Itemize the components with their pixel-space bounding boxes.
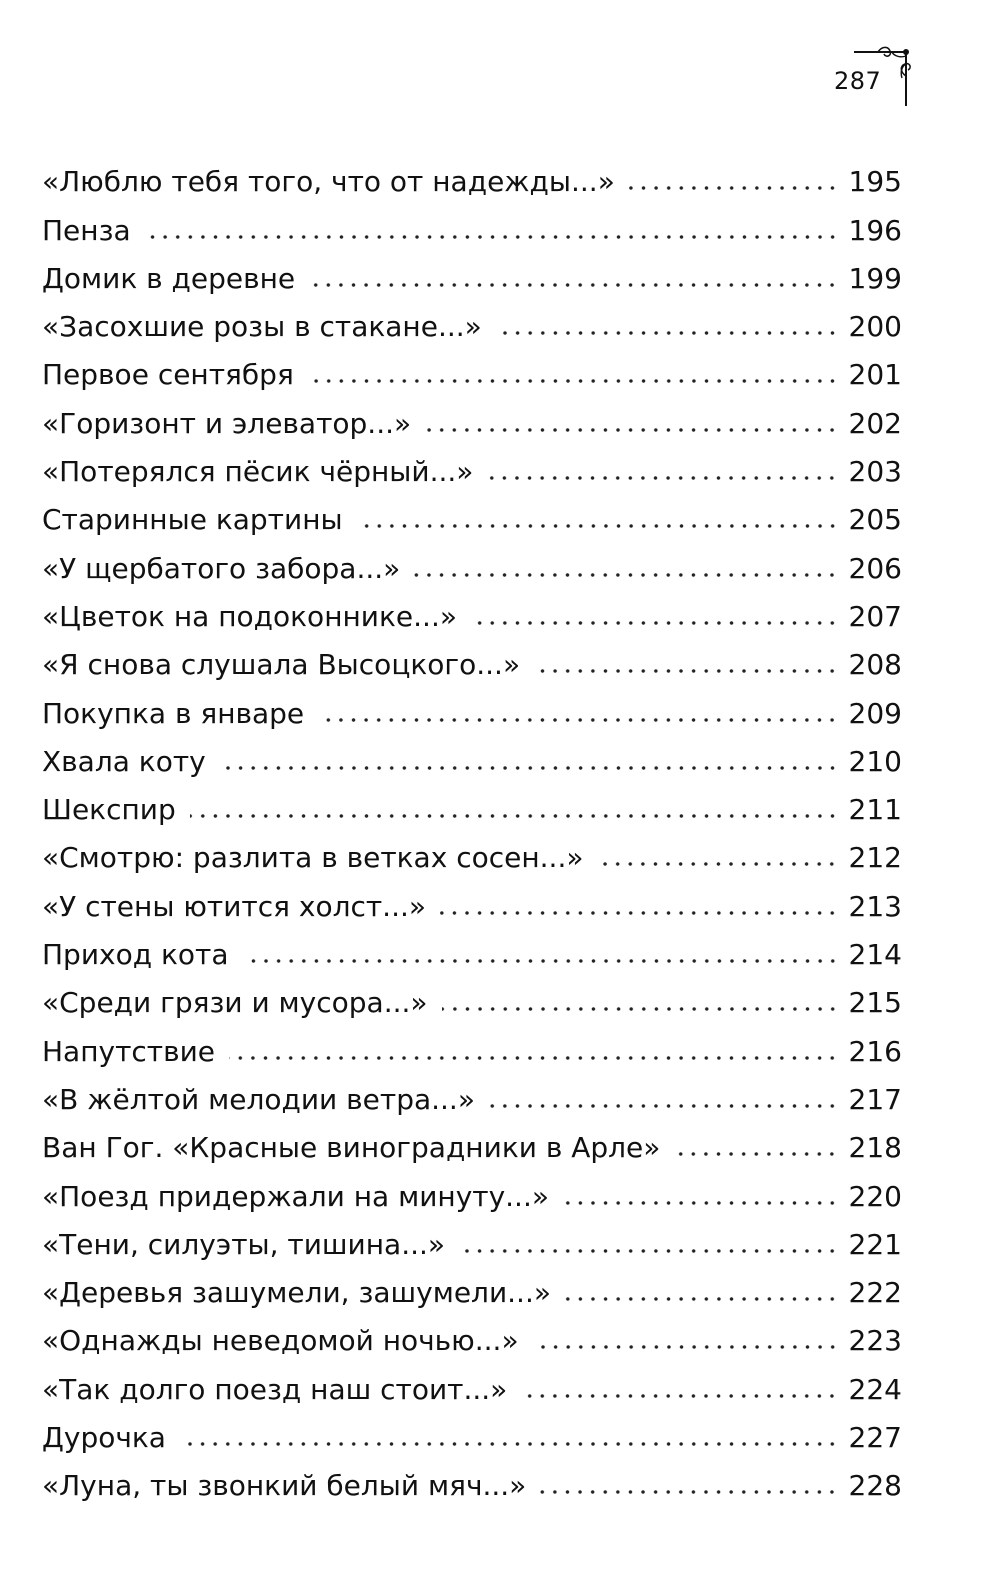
dot-leader — [220, 766, 839, 770]
toc-entry — [42, 1162, 902, 1213]
toc-entry — [42, 969, 902, 1020]
toc-entry-page: 217 — [848, 1082, 902, 1116]
toc-entry-page: 214 — [848, 938, 902, 972]
toc-entry — [42, 245, 902, 293]
dot-leader — [229, 1056, 839, 1060]
toc-entry-title: Старинные картины — [42, 503, 343, 537]
dot-leader — [563, 1201, 839, 1205]
toc-entry — [42, 1017, 902, 1068]
dot-leader — [565, 1297, 839, 1301]
toc-entry — [42, 824, 902, 875]
toc-entry — [42, 148, 902, 199]
toc-entry-title: «Однажды неведомой ночью...» — [42, 1324, 519, 1358]
toc-entry-page: 218 — [848, 1131, 902, 1165]
toc-entry-title: «Деревья зашумели, зашумели...» — [42, 1276, 551, 1310]
toc-entry-page: 222 — [848, 1276, 902, 1310]
toc-entry — [42, 293, 902, 344]
dot-leader — [318, 718, 838, 722]
toc-entry-title: «У щербатого забора...» — [42, 551, 401, 585]
toc-entry-page: 196 — [848, 213, 902, 247]
dot-leader — [243, 959, 839, 963]
toc-entry — [42, 1355, 902, 1406]
dot-leader — [357, 524, 839, 528]
dot-leader — [674, 1152, 838, 1156]
toc-entry-page: 205 — [848, 503, 902, 537]
toc-entry-title: Покупка в январе — [42, 696, 305, 730]
toc-entry-title: «Горизонт и элеватор...» — [42, 406, 412, 440]
toc-entry — [42, 1211, 902, 1259]
toc-entry-page: 200 — [848, 310, 902, 344]
toc-entry-page: 206 — [848, 551, 902, 585]
toc-entry-page: 207 — [848, 599, 902, 633]
toc-entry — [42, 534, 902, 585]
toc-entry-title: «Я снова слушала Высоцкого...» — [42, 648, 521, 682]
toc-entry-title: «Среди грязи и мусора...» — [42, 986, 428, 1020]
dot-leader — [442, 1007, 839, 1011]
toc-entry — [42, 1114, 902, 1165]
page-header — [820, 42, 920, 112]
toc-entry — [42, 776, 902, 827]
table-of-contents — [42, 148, 902, 1503]
dot-leader — [309, 283, 838, 287]
toc-entry-page: 195 — [848, 165, 902, 199]
toc-entry — [42, 389, 902, 440]
toc-entry-title: Ван Гог. «Красные виноградники в Арле» — [42, 1131, 661, 1165]
toc-entry — [42, 341, 902, 392]
toc-entry-page: 201 — [848, 358, 902, 392]
toc-entry-page: 221 — [848, 1227, 902, 1261]
toc-entry-page: 202 — [848, 406, 902, 440]
toc-entry-title: «Смотрю: разлита в ветках сосен...» — [42, 841, 584, 875]
toc-entry-title: «Цветок на подоконнике...» — [42, 599, 457, 633]
toc-entry-title: Домик в деревне — [42, 261, 296, 295]
toc-entry — [42, 1404, 902, 1455]
dot-leader — [487, 476, 838, 480]
dot-leader — [180, 1442, 839, 1446]
dot-leader — [414, 573, 838, 577]
dot-leader — [489, 1104, 839, 1108]
toc-entry-title: Шекспир — [42, 793, 176, 827]
toc-entry-title: «Тени, силуэты, тишина...» — [42, 1227, 446, 1261]
toc-entry — [42, 679, 902, 730]
toc-entry — [42, 1452, 902, 1503]
dot-leader — [597, 862, 838, 866]
toc-entry-page: 213 — [848, 889, 902, 923]
toc-entry-page: 209 — [848, 696, 902, 730]
dot-leader — [425, 428, 838, 432]
toc-entry-title: Хвала коту — [42, 744, 206, 778]
dot-leader — [534, 669, 838, 673]
toc-entry — [42, 921, 902, 972]
toc-entry — [42, 438, 902, 489]
toc-entry-page: 216 — [848, 1034, 902, 1068]
toc-entry-title: Первое сентября — [42, 358, 294, 392]
toc-entry-page: 212 — [848, 841, 902, 875]
toc-entry — [42, 1066, 902, 1114]
toc-entry-title: «Потерялся пёсик чёрный...» — [42, 455, 474, 489]
toc-entry-title: «Засохшие розы в стакане...» — [42, 310, 482, 344]
page-number: 287 — [834, 67, 882, 95]
dot-leader — [533, 1345, 839, 1349]
dot-leader — [496, 331, 839, 335]
toc-entry-page: 211 — [848, 793, 902, 827]
toc-entry-title: Напутствие — [42, 1034, 216, 1068]
toc-entry-page: 215 — [848, 986, 902, 1020]
toc-entry-title: «Люблю тебя того, что от надежды...» — [42, 165, 615, 199]
dot-leader — [190, 814, 839, 818]
toc-entry — [42, 196, 902, 247]
toc-entry-title: «Так долго поезд наш стоит...» — [42, 1372, 508, 1406]
toc-entry-title: «Луна, ты звонкий белый мяч...» — [42, 1469, 527, 1503]
toc-entry-page: 228 — [848, 1469, 902, 1503]
dot-leader — [308, 379, 839, 383]
toc-entry-title: «У стены ютится холст...» — [42, 889, 427, 923]
toc-entry-page: 223 — [848, 1324, 902, 1358]
toc-entry — [42, 1259, 902, 1310]
toc-entry-title: Пенза — [42, 213, 131, 247]
toc-entry-page: 224 — [848, 1372, 902, 1406]
toc-entry-page: 210 — [848, 744, 902, 778]
dot-leader — [471, 621, 839, 625]
toc-entry-page: 199 — [848, 261, 902, 295]
toc-entry-title: «Поезд придержали на минуту...» — [42, 1179, 549, 1213]
dot-leader — [521, 1394, 838, 1398]
toc-entry-title: «В жёлтой мелодии ветра...» — [42, 1082, 475, 1116]
toc-entry-page: 220 — [848, 1179, 902, 1213]
dot-leader — [459, 1249, 839, 1253]
toc-entry — [42, 486, 902, 537]
toc-entry-title: Дурочка — [42, 1421, 166, 1455]
dot-leader — [440, 911, 839, 915]
toc-entry — [42, 583, 902, 631]
toc-entry-page: 208 — [848, 648, 902, 682]
dot-leader — [145, 235, 839, 239]
toc-entry-title: Приход кота — [42, 938, 229, 972]
toc-entry-page: 227 — [848, 1421, 902, 1455]
dot-leader — [540, 1490, 838, 1494]
toc-entry — [42, 1307, 902, 1358]
toc-entry — [42, 872, 902, 923]
toc-entry-page: 203 — [848, 455, 902, 489]
dot-leader — [629, 186, 839, 190]
toc-entry — [42, 728, 902, 776]
toc-entry — [42, 631, 902, 682]
